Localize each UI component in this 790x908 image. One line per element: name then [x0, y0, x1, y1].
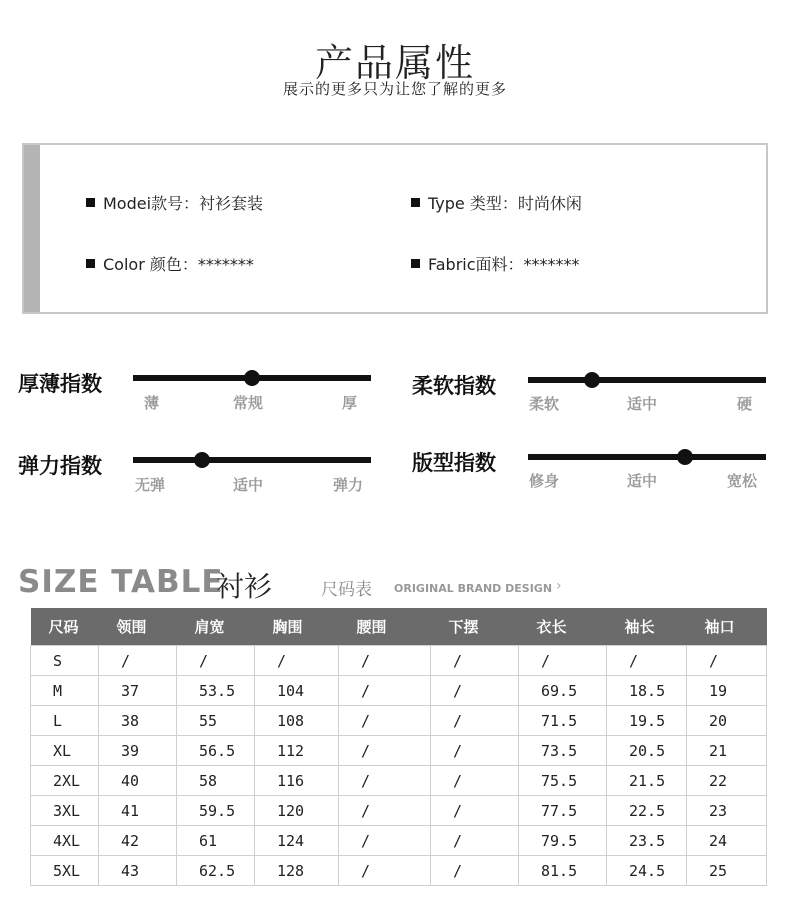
- attribute-model: [86, 191, 263, 214]
- table-row: [31, 766, 767, 796]
- table-cell: 41: [99, 796, 177, 826]
- elasticity-index-track: [133, 457, 371, 463]
- softness-index-label: 柔软指数: [412, 374, 496, 398]
- elasticity-index-label: 弹力指数: [18, 454, 102, 478]
- table-cell: 62.5: [177, 856, 255, 886]
- table-cell: /: [687, 646, 767, 676]
- table-cell: 19: [687, 676, 767, 706]
- elasticity-tick-mid: 适中: [233, 476, 264, 494]
- table-cell: /: [339, 736, 431, 766]
- thickness-index-knob: [244, 370, 260, 386]
- table-cell: /: [431, 706, 519, 736]
- table-cell: 71.5: [519, 706, 607, 736]
- table-cell: 23.5: [607, 826, 687, 856]
- table-cell: 20.5: [607, 736, 687, 766]
- table-row: [31, 706, 767, 736]
- softness-tick-high: 硬: [737, 395, 753, 413]
- table-cell: 43: [99, 856, 177, 886]
- table-cell: 3XL: [31, 796, 99, 826]
- table-cell: /: [255, 646, 339, 676]
- table-cell: L: [31, 706, 99, 736]
- table-cell: 128: [255, 856, 339, 886]
- col-header: 胸围: [255, 608, 339, 646]
- attribute-model-text: Modei款号：衬衫套装: [103, 194, 264, 213]
- table-cell: 55: [177, 706, 255, 736]
- table-cell: 21.5: [607, 766, 687, 796]
- square-bullet-icon: [86, 259, 95, 268]
- table-cell: /: [607, 646, 687, 676]
- softness-tick-mid: 适中: [627, 395, 658, 413]
- table-cell: 39: [99, 736, 177, 766]
- fit-tick-high: 宽松: [727, 472, 758, 490]
- brand-design-caption: ORIGINAL BRAND DESIGN: [394, 582, 553, 595]
- table-cell: 81.5: [519, 856, 607, 886]
- table-cell: 42: [99, 826, 177, 856]
- table-cell: /: [431, 676, 519, 706]
- table-row: [31, 736, 767, 766]
- table-cell: /: [431, 856, 519, 886]
- table-cell: 56.5: [177, 736, 255, 766]
- square-bullet-icon: [411, 259, 420, 268]
- col-header: 领围: [99, 608, 177, 646]
- table-cell: /: [519, 646, 607, 676]
- col-header: 下摆: [431, 608, 519, 646]
- table-cell: 24: [687, 826, 767, 856]
- table-cell: 40: [99, 766, 177, 796]
- table-cell: 22: [687, 766, 767, 796]
- table-cell: /: [431, 736, 519, 766]
- size-table-subtitle-cn: 尺码表: [321, 580, 372, 600]
- table-row: [31, 676, 767, 706]
- table-cell: 21: [687, 736, 767, 766]
- table-cell: 77.5: [519, 796, 607, 826]
- table-row: [31, 646, 767, 676]
- fit-index-knob: [677, 449, 693, 465]
- table-cell: /: [339, 676, 431, 706]
- size-table: [30, 608, 767, 886]
- table-cell: 124: [255, 826, 339, 856]
- table-cell: 18.5: [607, 676, 687, 706]
- page-subtitle: 展示的更多只为让您了解的更多: [282, 80, 507, 98]
- attribute-fabric: [411, 252, 580, 275]
- table-cell: /: [339, 826, 431, 856]
- size-table-header-row: [31, 608, 767, 646]
- fit-index-track: [528, 454, 766, 460]
- table-cell: 73.5: [519, 736, 607, 766]
- fit-tick-low: 修身: [529, 472, 560, 490]
- table-cell: 25: [687, 856, 767, 886]
- table-cell: /: [339, 766, 431, 796]
- table-cell: 38: [99, 706, 177, 736]
- table-cell: 4XL: [31, 826, 99, 856]
- table-row: [31, 856, 767, 886]
- elasticity-tick-low: 无弹: [135, 476, 166, 494]
- size-table-title: SIZE TABLE: [18, 564, 224, 600]
- col-header: 腰围: [339, 608, 431, 646]
- table-cell: 58: [177, 766, 255, 796]
- table-cell: 53.5: [177, 676, 255, 706]
- table-cell: 19.5: [607, 706, 687, 736]
- page-title: 产品属性: [314, 41, 475, 85]
- table-cell: 112: [255, 736, 339, 766]
- table-cell: /: [99, 646, 177, 676]
- softness-index-knob: [584, 372, 600, 388]
- softness-tick-low: 柔软: [529, 395, 560, 413]
- size-table-title-cn: 衬衫: [216, 570, 273, 603]
- table-cell: 5XL: [31, 856, 99, 886]
- table-cell: 24.5: [607, 856, 687, 886]
- thickness-index-label: 厚薄指数: [18, 372, 102, 396]
- fit-tick-mid: 适中: [627, 472, 658, 490]
- attribute-fabric-text: Fabric面料：*******: [428, 255, 580, 274]
- square-bullet-icon: [411, 198, 420, 207]
- fit-index-label: 版型指数: [412, 451, 496, 475]
- square-bullet-icon: [86, 198, 95, 207]
- table-cell: 108: [255, 706, 339, 736]
- attribute-box-accent-bar: [24, 145, 40, 312]
- table-cell: 120: [255, 796, 339, 826]
- table-cell: 75.5: [519, 766, 607, 796]
- thickness-tick-low: 薄: [144, 394, 160, 412]
- table-row: [31, 826, 767, 856]
- elasticity-tick-high: 弹力: [333, 476, 364, 494]
- col-header: 肩宽: [177, 608, 255, 646]
- table-cell: 20: [687, 706, 767, 736]
- col-header: 袖口: [687, 608, 767, 646]
- table-cell: /: [431, 796, 519, 826]
- table-cell: 69.5: [519, 676, 607, 706]
- table-cell: 2XL: [31, 766, 99, 796]
- table-cell: 104: [255, 676, 339, 706]
- table-cell: 61: [177, 826, 255, 856]
- table-cell: /: [431, 646, 519, 676]
- table-cell: XL: [31, 736, 99, 766]
- attribute-type: [411, 191, 582, 214]
- table-cell: M: [31, 676, 99, 706]
- attribute-color-text: Color 颜色：*******: [103, 255, 254, 274]
- table-cell: /: [339, 706, 431, 736]
- chevron-right-icon: ›: [556, 578, 562, 594]
- table-cell: 59.5: [177, 796, 255, 826]
- elasticity-index-knob: [194, 452, 210, 468]
- thickness-index-track: [133, 375, 371, 381]
- softness-index-track: [528, 377, 766, 383]
- table-cell: /: [339, 646, 431, 676]
- col-header: 衣长: [519, 608, 607, 646]
- attribute-color: [86, 252, 254, 275]
- table-cell: 37: [99, 676, 177, 706]
- col-header: 尺码: [31, 608, 99, 646]
- table-cell: 23: [687, 796, 767, 826]
- thickness-tick-mid: 常规: [233, 394, 264, 412]
- col-header: 袖长: [607, 608, 687, 646]
- attribute-box: [22, 143, 768, 314]
- table-cell: 116: [255, 766, 339, 796]
- table-cell: /: [431, 766, 519, 796]
- table-cell: /: [339, 856, 431, 886]
- table-cell: /: [431, 826, 519, 856]
- attribute-type-text: Type 类型：时尚休闲: [428, 194, 582, 213]
- table-row: [31, 796, 767, 826]
- thickness-tick-high: 厚: [342, 394, 358, 412]
- table-cell: 79.5: [519, 826, 607, 856]
- table-cell: /: [177, 646, 255, 676]
- table-cell: 22.5: [607, 796, 687, 826]
- table-cell: S: [31, 646, 99, 676]
- table-cell: /: [339, 796, 431, 826]
